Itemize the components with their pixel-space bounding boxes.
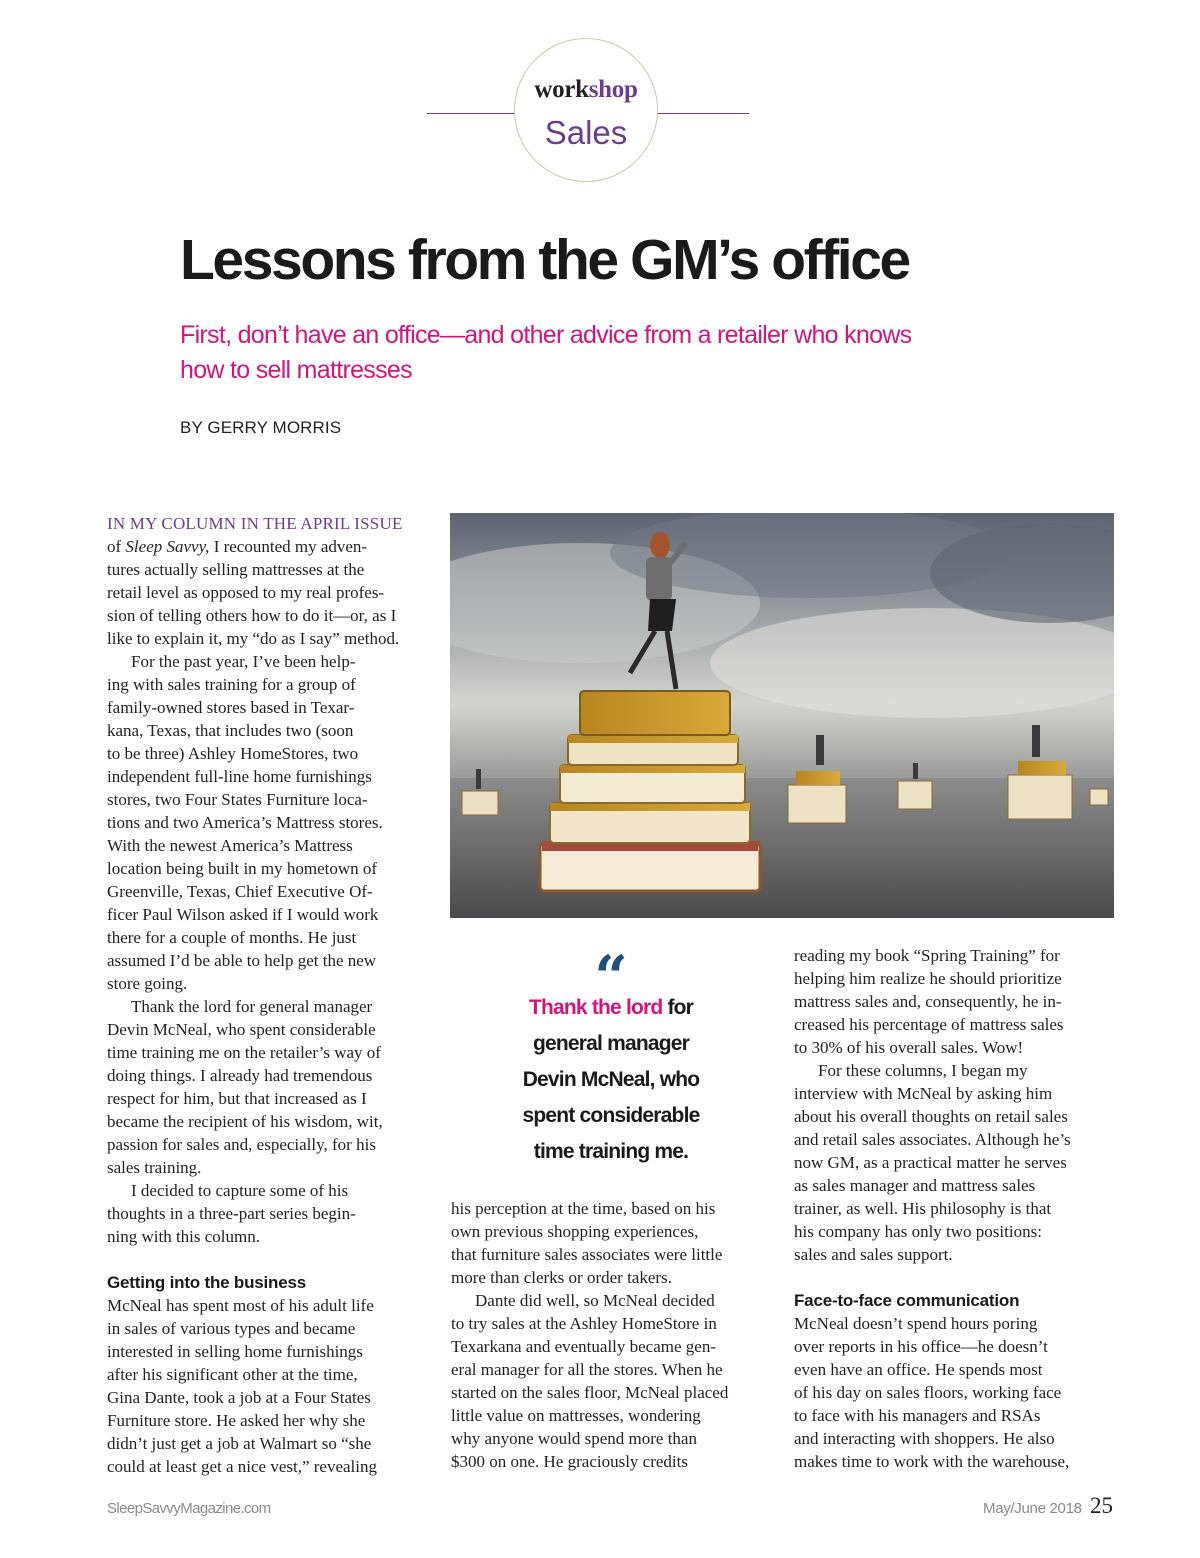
subhead-getting-into-business: Getting into the business <box>107 1273 307 1292</box>
text-line: Greenville, Texas, Chief Executive Of- <box>107 882 373 901</box>
text-line: there for a couple of months. He just <box>107 928 357 947</box>
text-line: ning with this column. <box>107 1227 260 1246</box>
paragraph-1 <box>107 558 429 650</box>
text-line: and retail sales associates. Although he’s <box>794 1130 1071 1149</box>
section-label-plain: work <box>534 76 589 103</box>
text-line: passion for sales and, especially, for his <box>107 1135 376 1154</box>
body-column-1 <box>107 512 429 1478</box>
paragraph-2 <box>107 650 429 995</box>
text-line: I decided to capture some of his <box>131 1181 349 1200</box>
text-line: With the newest America’s Mattress <box>107 836 353 855</box>
paragraph-3 <box>107 995 429 1179</box>
text-line: Thank the lord for general manager <box>131 997 373 1016</box>
text-run: I recounted my adven- <box>209 537 368 556</box>
article-deck <box>180 318 1020 388</box>
pull-quote-line: time training me. <box>533 1140 689 1163</box>
text-line: ing with sales training for a group of <box>107 675 356 694</box>
text-line: kana, Texas, that includes two (soon <box>107 721 354 740</box>
text-line: respect for him, but that increased as I <box>107 1089 367 1108</box>
text-line: even have an office. He spends most <box>794 1360 1043 1379</box>
subhead-face-to-face: Face-to-face communication <box>794 1291 1020 1310</box>
text-line: about his overall thoughts on retail sales <box>794 1107 1068 1126</box>
text-line: Furniture store. He asked her why she <box>107 1411 366 1430</box>
text-line: tions and two America’s Mattress stores. <box>107 813 383 832</box>
text-line: why anyone would spend more than <box>451 1429 697 1448</box>
paragraph-2 <box>451 1289 773 1473</box>
section-title: Sales <box>544 114 628 151</box>
paragraph-4 <box>107 1179 429 1248</box>
paragraph-1 <box>794 944 1116 1059</box>
text-line: own previous shopping experiences, <box>451 1222 699 1241</box>
pull-quote-highlight: Thank the lord <box>528 996 663 1019</box>
section-badge-circle <box>514 38 658 182</box>
text-line: like to explain it, my “do as I say” method. <box>107 629 400 648</box>
photo-businesswoman-climbing-book-stacks-icon <box>450 513 1114 918</box>
paragraph-3 <box>794 1312 1116 1473</box>
text-line: ficer Paul Wilson asked if I would work <box>107 905 379 924</box>
text-line: sales and sales support. <box>794 1245 953 1264</box>
article-headline: Lessons from the GM’s office <box>180 228 909 292</box>
text-line: stores, two Four States Furniture loca- <box>107 790 368 809</box>
text-line: now GM, as a practical matter he serves <box>794 1153 1067 1172</box>
paragraph-line <box>107 535 429 558</box>
text-run: for <box>662 996 694 1019</box>
text-line: For these columns, I began my <box>818 1061 1028 1080</box>
text-line: little value on mattresses, wondering <box>451 1406 701 1425</box>
pull-quote-line: Devin McNeal, who <box>522 1068 700 1091</box>
text-line: store going. <box>107 974 188 993</box>
text-line: reading my book “Spring Training” for <box>794 946 1060 965</box>
text-line: Texarkana and eventually became gen- <box>451 1337 717 1356</box>
paragraph-5 <box>107 1294 429 1478</box>
text-line: helping him realize he should prioritize <box>794 969 1062 988</box>
text-line: Gina Dante, took a job at a Four States <box>107 1388 371 1407</box>
text-line: his perception at the time, based on his <box>451 1199 716 1218</box>
text-line: to be three) Ashley HomeStores, two <box>107 744 359 763</box>
text-line: makes time to work with the warehouse, <box>794 1452 1070 1471</box>
text-line: his company has only two positions: <box>794 1222 1042 1241</box>
paragraph-2 <box>794 1059 1116 1266</box>
text-line: eral manager for all the stores. When he <box>451 1360 723 1379</box>
text-line: to try sales at the Ashley HomeStore in <box>451 1314 717 1333</box>
section-label <box>514 76 658 104</box>
text-line: to 30% of his overall sales. Wow! <box>794 1038 1024 1057</box>
body-column-3 <box>794 944 1116 1473</box>
text-line: McNeal has spent most of his adult life <box>107 1296 374 1315</box>
text-line: more than clerks or order takers. <box>451 1268 672 1287</box>
text-line: after his significant other at the time, <box>107 1365 358 1384</box>
text-line: independent full-line home furnishings <box>107 767 372 786</box>
text-line: $300 on one. He graciously credits <box>451 1452 688 1471</box>
footer-website: SleepSavvyMagazine.com <box>107 1500 271 1517</box>
publication-name: Sleep Savvy, <box>125 537 210 556</box>
paragraph-1 <box>451 1197 773 1289</box>
text-line: For the past year, I’ve been help- <box>131 652 356 671</box>
text-line: family-owned stores based in Texar- <box>107 698 355 717</box>
body-column-2 <box>451 1197 773 1473</box>
deck-line-1: First, don’t have an office—and other advice from a retailer who knows <box>180 321 912 349</box>
byline: BY GERRY MORRIS <box>180 418 342 437</box>
text-line: as sales manager and mattress sales <box>794 1176 1036 1195</box>
text-line: trainer, as well. His philosophy is that <box>794 1199 1052 1218</box>
pull-quote-line: general manager <box>532 1032 690 1055</box>
text-line: tures actually selling mattresses at the <box>107 560 365 579</box>
text-line: retail level as opposed to my real profes- <box>107 583 385 602</box>
text-line: sion of telling others how to do it—or, as I <box>107 606 397 625</box>
text-line: time training me on the retailer’s way of <box>107 1043 381 1062</box>
text-line: over reports in his office—he doesn’t <box>794 1337 1048 1356</box>
text-line: interview with McNeal by asking him <box>794 1084 1053 1103</box>
deck-line-2: how to sell mattresses <box>180 356 412 384</box>
text-line: thoughts in a three-part series begin- <box>107 1204 356 1223</box>
pull-quote-line: spent considerable <box>522 1104 700 1127</box>
lead-in: IN MY COLUMN IN THE APRIL ISSUE <box>107 514 403 533</box>
text-line: doing things. I already had tremendous <box>107 1066 373 1085</box>
article-photo <box>450 513 1114 918</box>
text-line: assumed I’d be able to help get the new <box>107 951 377 970</box>
text-line: Dante did well, so McNeal decided <box>475 1291 715 1310</box>
text-line: and interacting with shoppers. He also <box>794 1429 1055 1448</box>
text-line: became the recipient of his wisdom, wit, <box>107 1112 383 1131</box>
text-run: of <box>107 537 126 556</box>
text-line: to face with his managers and RSAs <box>794 1406 1041 1425</box>
text-line: sales training. <box>107 1158 202 1177</box>
text-line: of his day on sales floors, working face <box>794 1383 1062 1402</box>
text-line: started on the sales floor, McNeal placed <box>451 1383 729 1402</box>
text-line: Devin McNeal, who spent considerable <box>107 1020 376 1039</box>
pull-quote-line <box>480 990 742 1026</box>
text-line: in sales of various types and became <box>107 1319 356 1338</box>
text-line: location being built in my hometown of <box>107 859 378 878</box>
pull-quote <box>480 990 742 1170</box>
page-number: 25 <box>1090 1493 1113 1518</box>
text-line: interested in selling home furnishings <box>107 1342 363 1361</box>
text-line: McNeal doesn’t spend hours poring <box>794 1314 1038 1333</box>
text-line: didn’t just get a job at Walmart so “she <box>107 1434 372 1453</box>
section-label-accent: shop <box>588 76 638 103</box>
text-line: creased his percentage of mattress sales <box>794 1015 1064 1034</box>
footer-issue-date: May/June 2018 <box>983 1500 1082 1517</box>
text-line: could at least get a nice vest,” revealing <box>107 1457 377 1476</box>
text-line: that furniture sales associates were little <box>451 1245 723 1264</box>
text-line: mattress sales and, consequently, he in- <box>794 992 1062 1011</box>
pull-quote-mark: “ <box>594 943 628 1011</box>
